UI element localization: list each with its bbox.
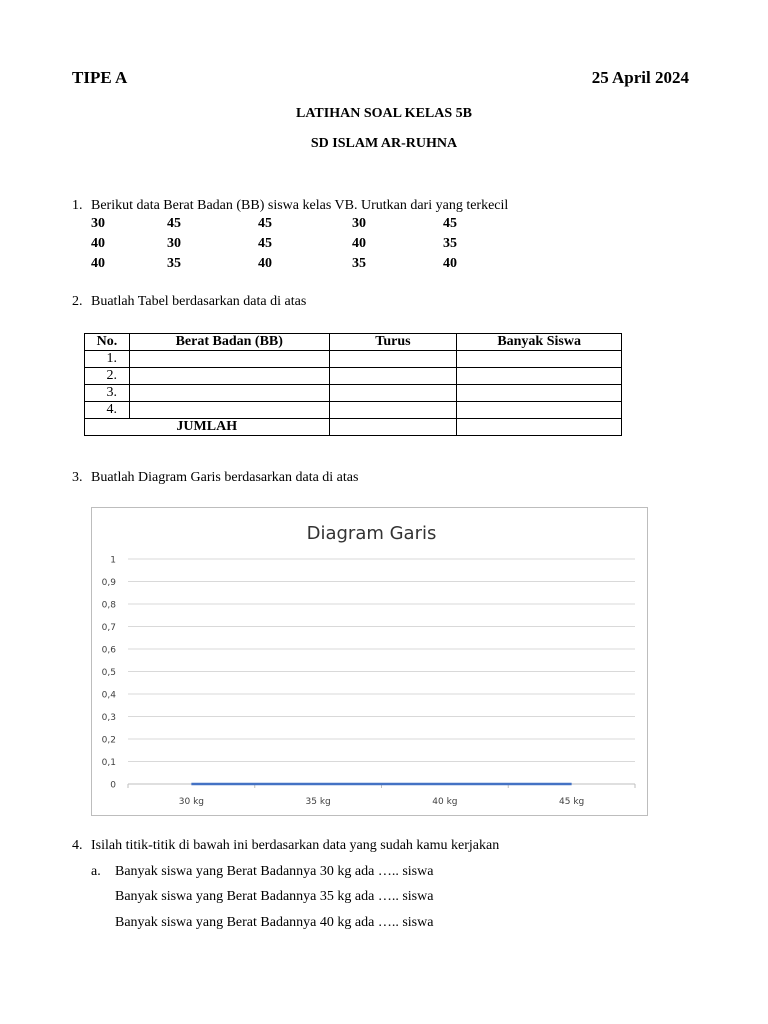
y-tick-label: 0,8 [101,600,116,611]
data-value: 35 [167,256,181,271]
data-value: 40 [352,236,366,251]
table-cell[interactable] [129,402,329,419]
data-value: 35 [443,236,457,251]
table-row [85,351,622,368]
worksheet-date: 25 April 2024 [591,68,689,87]
table-row [85,368,622,385]
question-text: Isilah titik-titik di bawah ini berdasarkan data yang sudah kamu kerjakan [91,838,500,853]
y-tick-label: 0,7 [101,623,116,633]
y-tick-label: 0,1 [101,758,116,768]
table-total-row [85,419,622,436]
worksheet-type: TIPE A [72,68,128,87]
table-cell[interactable] [329,402,457,419]
row-number: 3. [85,385,130,402]
table-cell[interactable] [457,402,622,419]
table-header-row [85,334,622,351]
question-2 [72,294,306,310]
fill-in-item: Banyak siswa yang Berat Badannya 35 kg ada ….. siswa [115,889,434,904]
data-value: 40 [91,256,105,271]
table-cell[interactable] [329,385,457,402]
table-cell[interactable] [129,368,329,385]
data-value: 45 [258,216,272,231]
worksheet-title: LATIHAN SOAL KELAS 5B [296,106,472,121]
x-tick-label: 30 kg [178,797,204,807]
table-cell[interactable] [457,419,622,436]
x-tick-label: 35 kg [305,797,331,807]
x-tick-label: 45 kg [559,797,585,807]
table-cell[interactable] [129,351,329,368]
question-text: Buatlah Tabel berdasarkan data di atas [91,294,307,309]
question-number: 1. [72,198,83,213]
data-value: 45 [443,216,457,231]
column-header: Banyak Siswa [457,334,622,351]
data-value: 45 [258,236,272,251]
question-1 [72,198,508,214]
y-tick-label: 0,6 [101,645,116,656]
frequency-table [84,333,622,436]
fill-in-item: Banyak siswa yang Berat Badannya 30 kg ada ….. siswa [115,864,434,879]
table-cell[interactable] [457,368,622,385]
line-chart [91,507,648,816]
column-header: No. [85,334,130,351]
y-tick-label: 0,4 [101,690,116,701]
total-label: JUMLAH [85,419,330,436]
chart-canvas [92,508,647,815]
fill-in-item: Banyak siswa yang Berat Badannya 40 kg ada ….. siswa [115,915,434,930]
question-4 [72,838,499,854]
table-cell[interactable] [457,351,622,368]
question-3 [72,470,358,486]
x-tick-label: 40 kg [432,797,458,807]
row-number: 2. [85,368,130,385]
data-value: 30 [352,216,366,231]
row-number: 1. [85,351,130,368]
data-value: 45 [167,216,181,231]
chart-title: Diagram Garis [306,523,437,544]
column-header: Berat Badan (BB) [129,334,329,351]
table-row [85,402,622,419]
sub-label: a. [91,864,101,879]
y-tick-label: 0 [110,780,116,791]
data-value: 30 [167,236,181,251]
data-value: 40 [443,256,457,271]
table-row [85,385,622,402]
data-value: 40 [258,256,272,271]
table-cell[interactable] [129,385,329,402]
y-tick-label: 0,5 [101,668,116,678]
table-cell[interactable] [329,419,457,436]
table-cell[interactable] [329,368,457,385]
table-cell[interactable] [329,351,457,368]
y-tick-label: 0,9 [101,578,116,588]
data-value: 30 [91,216,105,231]
question-text: Berikut data Berat Badan (BB) siswa kelas VB. Urutkan dari yang terkecil [91,198,509,213]
question-number: 2. [72,294,83,309]
row-number: 4. [85,402,130,419]
question-text: Buatlah Diagram Garis berdasarkan data di atas [91,470,359,485]
table-cell[interactable] [457,385,622,402]
question-number: 3. [72,470,83,485]
y-tick-label: 0,3 [101,713,116,723]
school-name: SD ISLAM AR-RUHNA [310,136,458,151]
y-tick-label: 0,2 [101,735,116,746]
data-value: 40 [91,236,105,251]
y-tick-label: 1 [110,555,116,566]
column-header: Turus [329,334,457,351]
data-value: 35 [352,256,366,271]
question-number: 4. [72,838,83,853]
